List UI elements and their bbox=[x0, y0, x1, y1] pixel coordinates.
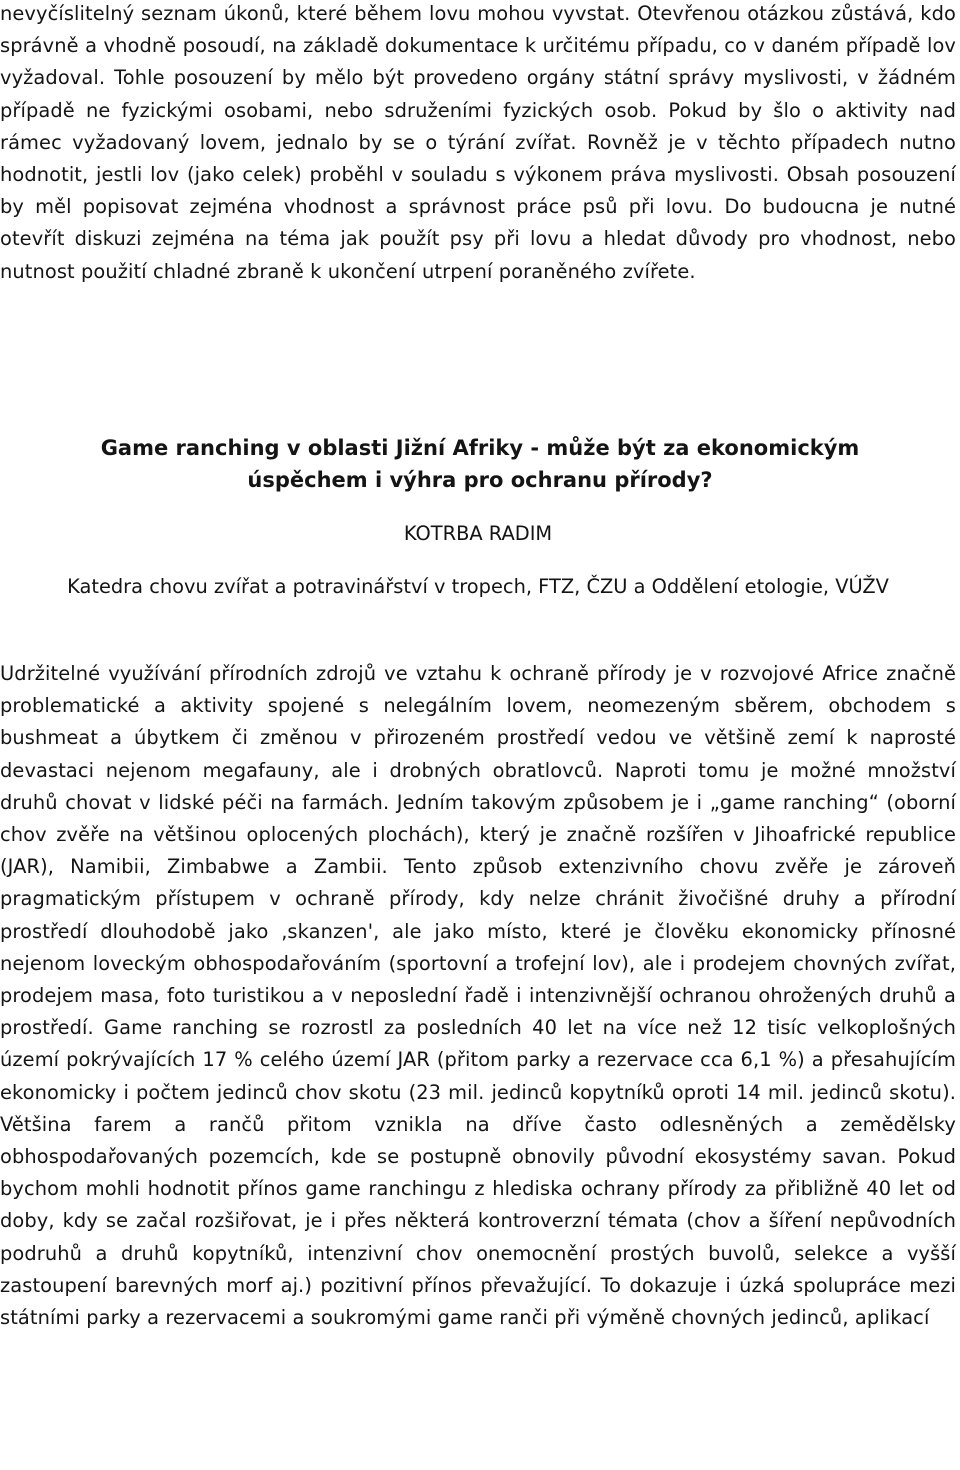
author-name: KOTRBA RADIM bbox=[403, 522, 553, 545]
article-title: Game ranching v oblasti Jižní Afriky - může být za ekonomickým úspěchem i výhra pro ochranu přírody? bbox=[100, 436, 860, 492]
author-affiliation: Katedra chovu zvířat a potravinářství v tropech, FTZ, ČZU a Oddělení etologie, VÚŽV bbox=[67, 575, 889, 598]
abstract-paragraph: Udržitelné využívání přírodních zdrojů ve vztahu k ochraně přírody je v rozvojové Africe značně problematické a aktivity spojené s nelegálním lovem, neomezeným sběrem, obchodem s bushmeat a úbytkem či změnou v přirozeném prostředí vedou ve většině zemí k naprosté devastaci nejenom megafauny, ale i drobných obratlovců. Naproti tomu je možné množství druhů chovat v lidské péči na farmách. Jedním takovým způsobem je i „game ranching“ (oborní chov zvěře na většinou oplocených plochách), který je značně rozšířen v Jihoafrické republice (JAR), Namibii, Zimbabwe a Zambii. Tento způsob extenzivního chovu zvěře je zároveň pragmatickým přístupem v ochraně přírody, kdy nelze chránit živočišné druhy a přírodní prostředí dlouhodobě jako ‚skanzen', ale jako místo, které je člověku ekonomicky přínosné nejenom loveckým obhospodařováním (sportovní a trofejní lov), ale i prodejem chovných zvířat, prodejem masa, foto turistikou a v neposlední řadě i intenzivnější ochranou ohrožených druhů a prostředí. Game ranching se rozrostl za posledních 40 let na více než 12 tisíc velkoplošných území pokrývajících 17 % celého území JAR (přitom parky a rezervace cca 6,1 %) a přesahujícím ekonomicky i počtem jedinců chov skotu (23 mil. jedinců kopytníků oproti 14 mil. jedinců skotu). Většina farem a rančů přitom vznikla na dříve často odlesněných a zemědělsky obhospodařovaných pozemcích, kde se postupně obnovily původní ekosystémy savan. Pokud bychom mohli hodnotit přínos game ranchingu z hlediska ochrany přírody za přibližně 40 let od doby, kdy se začal rozšiřovat, je i přes některá kontroverzní témata (chov a šíření nepůvodních podruhů a druhů kopytníků, intenzivní chov onemocnění prostých buvolů, selekce a vyšší zastoupení barevných morf aj.) pozitivní přínos převažující. To dokazuje i úzká spolupráce mezi státními parky a rezervacemi a soukromými game ranči při výměně chovných jedinců, aplikací bbox=[0, 662, 956, 1330]
body-paragraph-top: nevyčíslitelný seznam úkonů, které během lovu mohou vyvstat. Otevřenou otázkou zůstává, kdo správně a vhodně posoudí, na základě dokumentace k určitému případu, co v daném případě lov vyžadoval. Tohle posouzení by mělo být provedeno orgány státní správy myslivosti, v žádném případě ne fyzickými osobami, nebo sdruženími fyzických osob. Pokud by šlo o aktivity nad rámec vyžadovaný lovem, jednalo by se o týrání zvířat. Rovněž je v těchto případech nutno hodnotit, jestli lov (jako celek) proběhl v souladu s výkonem práva myslivosti. Obsah posouzení by měl popisovat zejména vhodnost a správnost práce psů při lovu. Do budoucna je nutné otevřít diskuzi zejména na téma jak použít psy při lovu a hledat důvody pro vhodnost, nebo nutnost použití chladné zbraně k ukončení utrpení poraněného zvířete. bbox=[0, 2, 956, 283]
